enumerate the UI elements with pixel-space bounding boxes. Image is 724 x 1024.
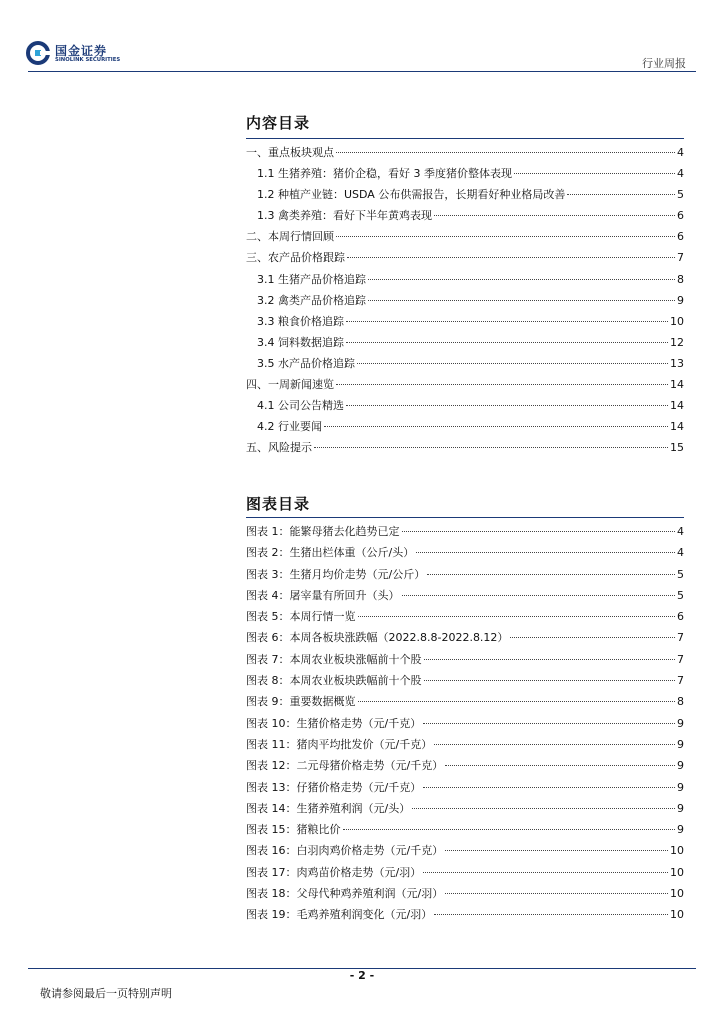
dot-leader bbox=[434, 215, 675, 216]
figure-entry[interactable] bbox=[246, 649, 684, 670]
toc-entry-label: 3.4 饲料数据追踪 bbox=[257, 335, 344, 349]
figure-entry-label: 图表 2：生猪出栏体重（公斤/头） bbox=[246, 546, 415, 560]
figure-entry[interactable] bbox=[246, 904, 684, 925]
toc-entry-page: 6 bbox=[677, 209, 684, 223]
figure-entry-label: 图表 16：白羽肉鸡价格走势（元/千克） bbox=[246, 844, 444, 858]
logo-english-name: SINOLINK SECURITIES bbox=[55, 57, 121, 63]
figure-entry-page: 9 bbox=[677, 780, 684, 794]
figure-entry-label: 图表 1：能繁母猪去化趋势已定 bbox=[246, 525, 400, 538]
figure-entry[interactable] bbox=[246, 798, 684, 819]
figure-entry-label: 图表 10：生猪价格走势（元/千克） bbox=[246, 716, 422, 730]
toc-entry-page: 5 bbox=[677, 188, 684, 202]
dot-leader bbox=[368, 300, 675, 301]
figure-entry-page: 9 bbox=[677, 801, 684, 815]
dot-leader bbox=[424, 659, 676, 660]
dot-leader bbox=[445, 765, 675, 766]
toc-title: 内容目录 bbox=[246, 114, 311, 132]
figure-entry[interactable] bbox=[246, 713, 684, 734]
toc-entry[interactable] bbox=[246, 269, 684, 290]
figure-entry-page: 10 bbox=[670, 908, 684, 922]
figure-entry-page: 9 bbox=[677, 823, 684, 837]
figure-list bbox=[246, 521, 684, 926]
figure-entry[interactable] bbox=[246, 819, 684, 840]
toc-entry-label: 1.3 禽类养殖：看好下半年黄鸡表现 bbox=[257, 209, 432, 223]
dot-leader bbox=[314, 447, 668, 448]
figure-entry[interactable] bbox=[246, 670, 684, 691]
toc-entry[interactable] bbox=[246, 205, 684, 226]
figure-entry-label: 图表 4：屠宰量有所回升（头） bbox=[246, 588, 400, 602]
figure-entry-label: 图表 19：毛鸡养殖利润变化（元/羽） bbox=[246, 908, 433, 922]
toc-entry-label: 3.2 禽类产品价格追踪 bbox=[257, 293, 366, 307]
toc-entry-label: 二、本周行情回顾 bbox=[246, 230, 334, 244]
figure-entry-label: 图表 8：本周农业板块跌幅前十个股 bbox=[246, 674, 422, 688]
figure-entry-page: 6 bbox=[677, 610, 684, 624]
toc-entry-page: 13 bbox=[670, 356, 684, 370]
dot-leader bbox=[346, 405, 668, 406]
figure-entry-page: 10 bbox=[670, 865, 684, 879]
toc-entry-page: 7 bbox=[677, 251, 684, 265]
toc-entry-page: 14 bbox=[670, 420, 684, 434]
dot-leader bbox=[324, 426, 668, 427]
toc-entry-page: 14 bbox=[670, 378, 684, 392]
toc-entry[interactable] bbox=[246, 332, 684, 353]
figure-entry[interactable] bbox=[246, 564, 684, 585]
figure-entry-page: 5 bbox=[677, 567, 684, 581]
dot-leader bbox=[510, 637, 675, 638]
toc-entry-page: 10 bbox=[670, 314, 684, 328]
toc-entry[interactable] bbox=[246, 395, 684, 416]
toc-entry-label: 一、重点板块观点 bbox=[246, 146, 334, 159]
figure-entry[interactable] bbox=[246, 840, 684, 861]
toc-entry-label: 4.2 行业要闻 bbox=[257, 420, 322, 434]
toc-entry-page: 4 bbox=[677, 167, 684, 181]
toc-entry-page: 4 bbox=[677, 146, 684, 159]
figure-entry-label: 图表 13：仔猪价格走势（元/千克） bbox=[246, 780, 422, 794]
toc-entry-page: 15 bbox=[670, 441, 684, 455]
toc-entry-label: 四、一周新闻速览 bbox=[246, 378, 334, 392]
toc-entry-page: 12 bbox=[670, 335, 684, 349]
disclaimer-note: 敬请参阅最后一页特别声明 bbox=[40, 987, 172, 1000]
dot-leader bbox=[445, 850, 668, 851]
dot-leader bbox=[423, 872, 668, 873]
figure-entry-page: 7 bbox=[677, 631, 684, 645]
toc-entry-label: 1.1 生猪养殖：猪价企稳，看好 3 季度猪价整体表现 bbox=[257, 167, 512, 181]
figure-entry-page: 4 bbox=[677, 525, 684, 538]
figure-title-underline bbox=[246, 517, 684, 518]
dot-leader bbox=[343, 829, 676, 830]
sinolink-logo-icon bbox=[26, 41, 50, 65]
figure-entry[interactable] bbox=[246, 755, 684, 776]
dot-leader bbox=[336, 384, 668, 385]
dot-leader bbox=[423, 723, 675, 724]
figure-entry-label: 图表 17：肉鸡苗价格走势（元/羽） bbox=[246, 865, 422, 879]
toc-entry-page: 14 bbox=[670, 399, 684, 413]
dot-leader bbox=[423, 787, 675, 788]
toc-entry-label: 3.1 生猪产品价格追踪 bbox=[257, 272, 366, 286]
figure-entry[interactable] bbox=[246, 734, 684, 755]
toc-entry-page: 9 bbox=[677, 293, 684, 307]
page-number: - 2 - bbox=[349, 969, 375, 982]
figure-entry-label: 图表 3：生猪月均价走势（元/公斤） bbox=[246, 567, 426, 581]
dot-leader bbox=[357, 363, 668, 364]
figure-entry-page: 9 bbox=[677, 759, 684, 773]
toc-entry[interactable] bbox=[246, 353, 684, 374]
dot-leader bbox=[567, 194, 675, 195]
toc-entry[interactable] bbox=[246, 290, 684, 311]
figure-entry-page: 7 bbox=[677, 652, 684, 666]
dot-leader bbox=[346, 342, 668, 343]
figure-entry-label: 图表 6：本周各板块涨跌幅（2022.8.8-2022.8.12） bbox=[246, 631, 509, 645]
toc-entry-label: 3.3 粮食价格追踪 bbox=[257, 314, 344, 328]
dot-leader bbox=[514, 173, 675, 174]
company-logo bbox=[26, 41, 134, 67]
dot-leader bbox=[434, 744, 675, 745]
toc-entry[interactable] bbox=[246, 374, 684, 395]
figure-entry-page: 9 bbox=[677, 716, 684, 730]
dot-leader bbox=[402, 595, 676, 596]
figure-entry-page: 5 bbox=[677, 588, 684, 602]
toc-entry[interactable] bbox=[246, 416, 684, 437]
toc-entry[interactable] bbox=[246, 163, 684, 184]
dot-leader bbox=[336, 152, 675, 153]
figure-entry-label: 图表 18：父母代种鸡养殖利润（元/羽） bbox=[246, 887, 444, 901]
figure-entry-page: 7 bbox=[677, 674, 684, 688]
dot-leader bbox=[427, 574, 675, 575]
toc-entry-label: 1.2 种植产业链：USDA 公布供需报告，长期看好种业格局改善 bbox=[257, 188, 566, 202]
toc-entry[interactable] bbox=[246, 247, 684, 268]
figure-entry-label: 图表 14：生猪养殖利润（元/头） bbox=[246, 801, 411, 815]
figure-entry-label: 图表 5：本周行情一览 bbox=[246, 610, 356, 624]
figure-entry-label: 图表 11：猪肉平均批发价（元/千克） bbox=[246, 737, 433, 751]
figure-entry[interactable] bbox=[246, 777, 684, 798]
figure-entry[interactable] bbox=[246, 883, 684, 904]
toc-title-underline bbox=[246, 138, 684, 139]
toc-entry-label: 五、风险提示 bbox=[246, 441, 312, 455]
toc-list bbox=[246, 142, 684, 458]
figure-list-title: 图表目录 bbox=[246, 495, 311, 513]
dot-leader bbox=[424, 680, 676, 681]
document-type-label: 行业周报 bbox=[642, 57, 686, 70]
figure-entry[interactable] bbox=[246, 627, 684, 648]
figure-entry[interactable] bbox=[246, 862, 684, 883]
dot-leader bbox=[412, 808, 675, 809]
figure-entry-page: 10 bbox=[670, 844, 684, 858]
toc-entry[interactable] bbox=[246, 311, 684, 332]
figure-entry[interactable] bbox=[246, 542, 684, 563]
dot-leader bbox=[347, 257, 675, 258]
toc-entry-label: 4.1 公司公告精选 bbox=[257, 399, 344, 413]
figure-entry-page: 10 bbox=[670, 887, 684, 901]
toc-entry[interactable] bbox=[246, 142, 684, 163]
dot-leader bbox=[445, 893, 668, 894]
toc-entry[interactable] bbox=[246, 437, 684, 458]
figure-entry-page: 9 bbox=[677, 737, 684, 751]
toc-entry[interactable] bbox=[246, 226, 684, 247]
figure-entry[interactable] bbox=[246, 691, 684, 712]
figure-entry-label: 图表 7：本周农业板块涨幅前十个股 bbox=[246, 652, 422, 666]
dot-leader bbox=[402, 531, 676, 532]
dot-leader bbox=[358, 701, 676, 702]
logo-chinese-name: 国金证券 bbox=[55, 44, 108, 58]
figure-entry[interactable] bbox=[246, 585, 684, 606]
dot-leader bbox=[434, 914, 668, 915]
figure-entry-label: 图表 12：二元母猪价格走势（元/千克） bbox=[246, 759, 444, 773]
figure-entry-page: 8 bbox=[677, 695, 684, 709]
figure-entry-page: 4 bbox=[677, 546, 684, 560]
dot-leader bbox=[358, 616, 676, 617]
dot-leader bbox=[336, 236, 675, 237]
dot-leader bbox=[346, 321, 668, 322]
figure-entry-label: 图表 15：猪粮比价 bbox=[246, 823, 341, 837]
toc-entry[interactable] bbox=[246, 184, 684, 205]
figure-entry[interactable] bbox=[246, 606, 684, 627]
dot-leader bbox=[416, 552, 675, 553]
toc-entry-label: 3.5 水产品价格追踪 bbox=[257, 356, 355, 370]
toc-entry-page: 6 bbox=[677, 230, 684, 244]
figure-entry-label: 图表 9：重要数据概览 bbox=[246, 695, 356, 709]
header-divider bbox=[28, 71, 696, 72]
figure-entry[interactable] bbox=[246, 521, 684, 542]
dot-leader bbox=[368, 279, 675, 280]
toc-entry-page: 8 bbox=[677, 272, 684, 286]
toc-entry-label: 三、农产品价格跟踪 bbox=[246, 251, 345, 265]
